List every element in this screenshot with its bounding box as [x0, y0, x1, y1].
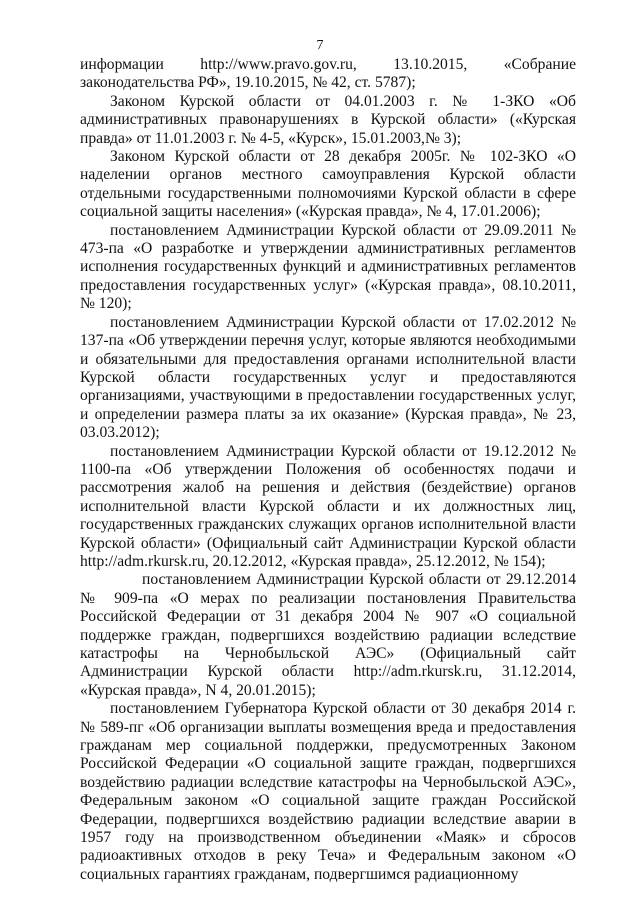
paragraph-decree-137pa: постановлением Администрации Курской области от 17.02.2012 № 137-па «Об утверждении перечня услуг, которые являются необходимыми и обязательными для предоставления органами исполнительной власти Курской области государственных услуг и предоставляются организациями, участвующими в предоставлении государственных услуг, и определении размера платы за их оказание» (Курская правда», № 23, 03.03.2012);: [80, 313, 576, 442]
paragraph-law-102zko: Законом Курской области от 28 декабря 2005г. № 102-ЗКО «О наделении органов местного самоуправления Курской области отдельными государственными полномочиями Курской области в сфере социальной защиты населения» («Курская правда», № 4, 17.01.2006);: [80, 148, 576, 221]
paragraph-source-continuation: информации http://www.pravo.gov.ru, 13.10.2015, «Собрание законодательства РФ», 19.10.2015, № 42, ст. 5787);: [80, 56, 576, 92]
paragraph-decree-589pg: постановлением Губернатора Курской области от 30 декабря 2014 г. № 589-пг «Об организации выплаты возмещения вреда и предоставления гражданам мер социальной поддержки, предусмотренных Законом Российской Федерации «О социальной защите граждан, подвергшихся воздействию радиации вследствие катастрофы на Чернобыльской АЭС», Федеральным законом «О социальной защите граждан Российской Федерации, подвергшихся воздействию радиации вследствие аварии в 1957 году на производственном объединении «Маяк» и сбросов радиоактивных отходов в реку Теча» и Федеральным законом «О социальных гарантиях гражданам, подвергшимся радиационному: [80, 700, 576, 883]
paragraph-decree-473pa: постановлением Администрации Курской области от 29.09.2011 № 473-па «О разработке и утверждении административных регламентов исполнения государственных функций и административных регламентов предоставления государственных услуг» («Курская правда», 08.10.2011, № 120);: [80, 221, 576, 313]
paragraph-decree-1100pa: постановлением Администрации Курской области от 19.12.2012 № 1100-па «Об утверждении Положения об особенностях подачи и рассмотрения жалоб на решения и действия (бездействие) органов исполнительной власти Курской области и их должностных лиц, государственных гражданских служащих органов исполнительной власти Курской области» (Официальный сайт Администрации Курской области http://adm.rkursk.ru, 20.12.2012, «Курская правда», 25.12.2012, № 154);: [80, 442, 576, 570]
page-number: 7: [316, 38, 324, 53]
paragraph-decree-909pa: постановлением Администрации Курской области от 29.12.2014 № 909-па «О мерах по реализации постановления Правительства Российской Федерации от 31 декабря 2004 № 907 «О социальной поддержке граждан, подвергшихся воздействию радиации вследствие катастрофы на Чернобыльской АЭС» (Официальный сайт Администрации Курской области http://adm.rkursk.ru, 31.12.2014, «Курская правда», N 4, 20.01.2015);: [80, 571, 576, 699]
paragraph-law-1zko: Законом Курской области от 04.01.2003 г. № 1-ЗКО «Об административных правонарушениях в Курской области» («Курская правда» от 11.01.2003 г. № 4-5, «Курск», 15.01.2003,№ 3);: [80, 92, 576, 147]
body-text: [80, 56, 576, 884]
